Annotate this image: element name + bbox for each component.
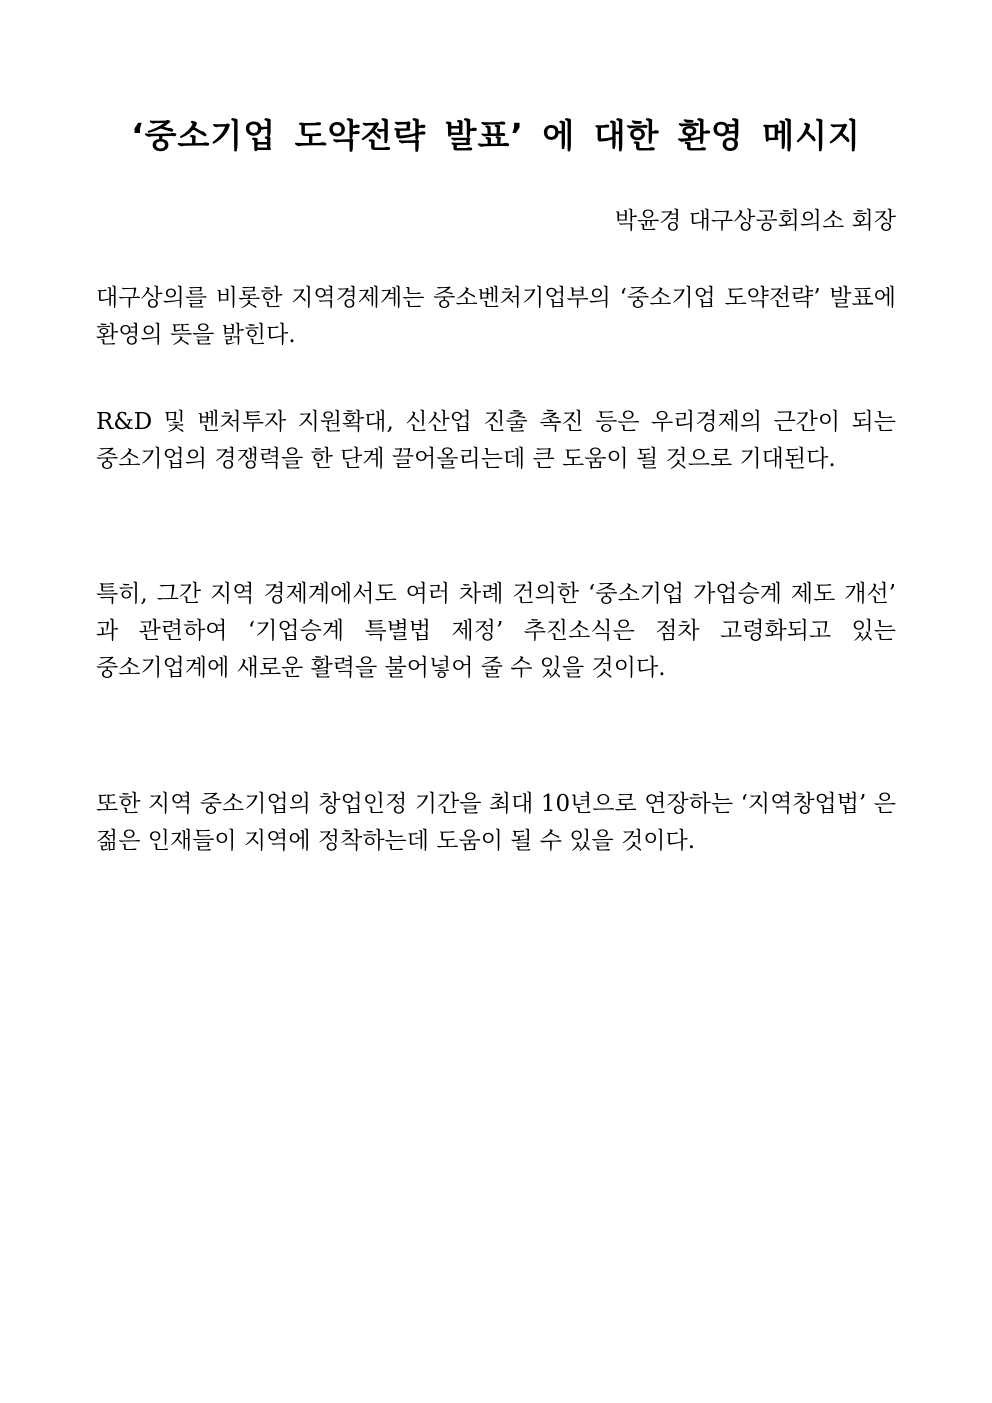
paragraph-2: R&D 및 벤처투자 지원확대, 신산업 진출 촉진 등은 우리경제의 근간이 되는 중소기업의 경쟁력을 한 단계 끌어올리는데 큰 도움이 될 것으로 기대된다. <box>96 409 896 472</box>
paragraph-3: 특히, 그간 지역 경제계에서도 여러 차례 건의한 ‘중소기업 가업승계 제도 개선’ 과 관련하여 ‘기업승계 특별법 제정’ 추진소식은 점차 고령화되고 있는 중소기업계에 새로운 활력을 불어넣어 줄 수 있을 것이다. <box>96 581 896 681</box>
author-line: 박윤경 대구상공회의소 회장 <box>614 208 896 234</box>
document-title: ‘중소기업 도약전략 발표’ 에 대한 환영 메시지 <box>131 116 861 155</box>
paragraph-1: 대구상의를 비롯한 지역경제계는 중소벤처기업부의 ‘중소기업 도약전략’ 발표에 환영의 뜻을 밝힌다. <box>96 285 896 348</box>
paragraph-4: 또한 지역 중소기업의 창업인정 기간을 최대 10년으로 연장하는 ‘지역창업법’ 은 젊은 인재들이 지역에 정착하는데 도움이 될 수 있을 것이다. <box>96 791 896 854</box>
